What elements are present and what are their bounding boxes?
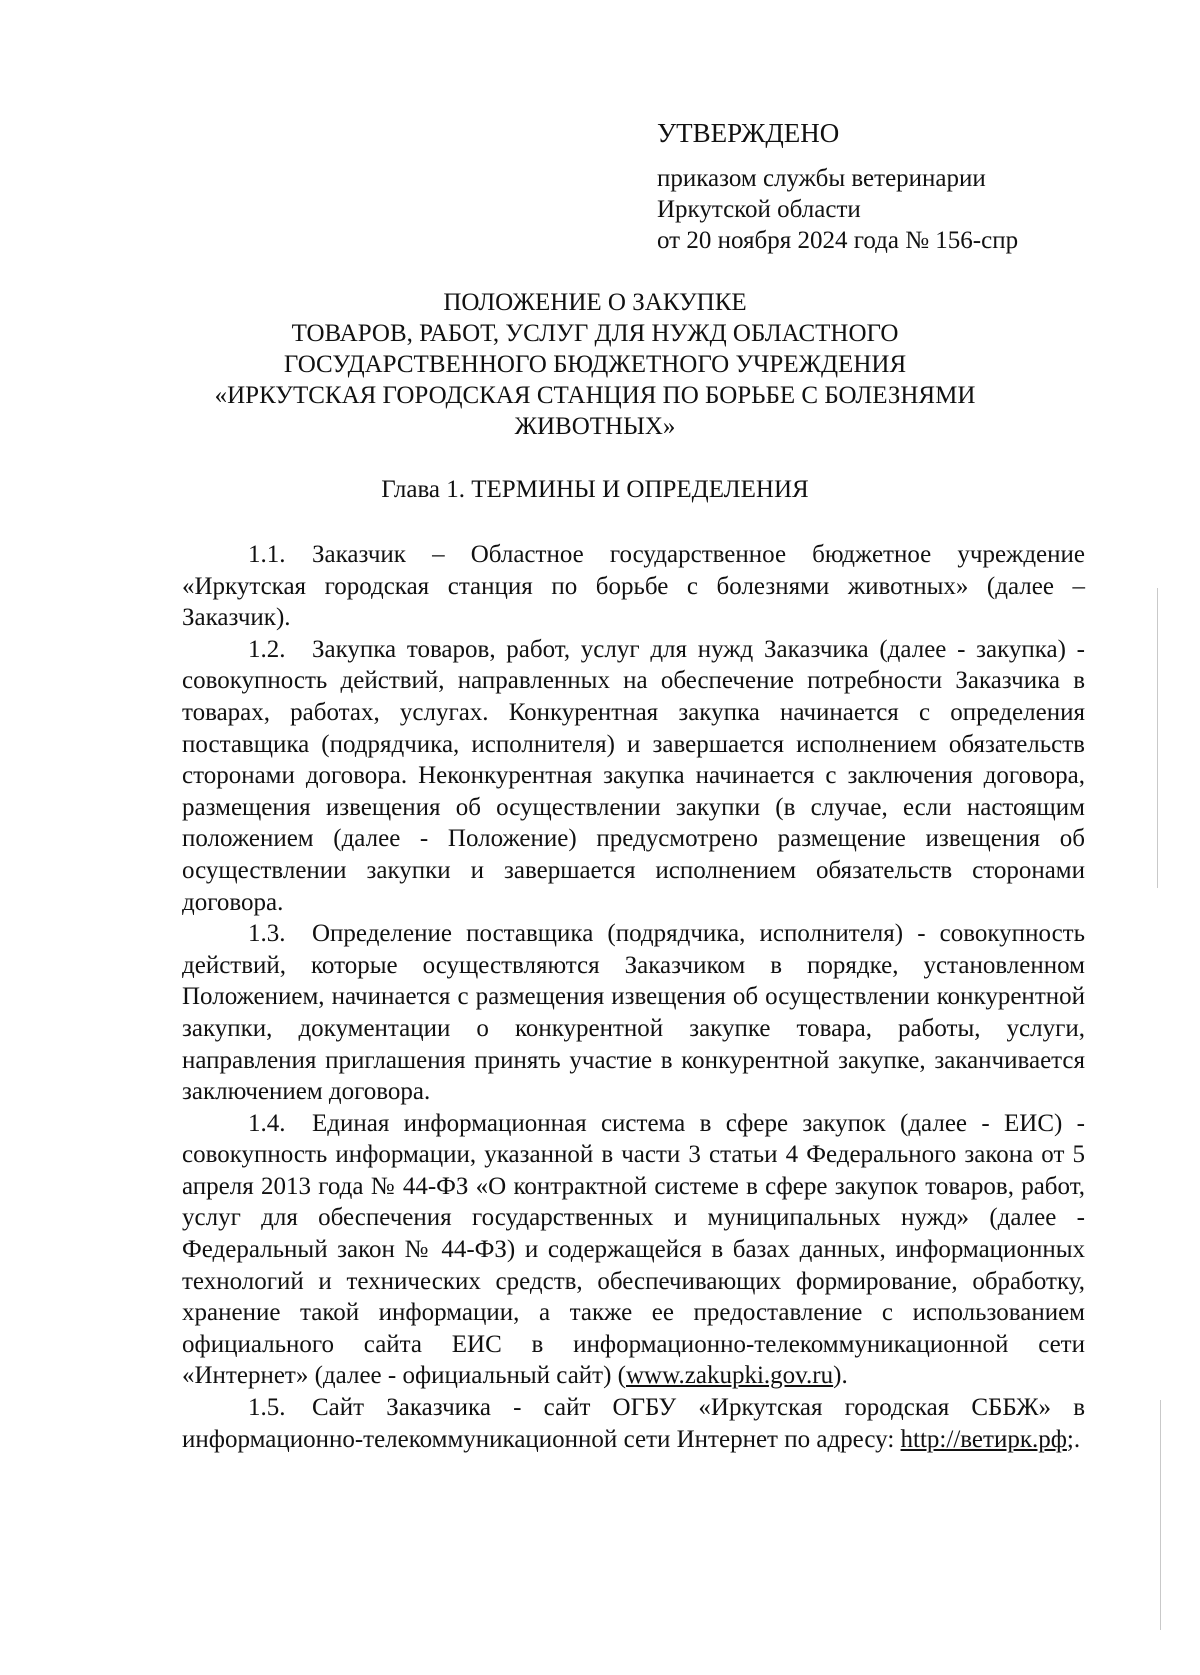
section-text-tail: ). [833,1362,848,1390]
scan-artifact [1160,1400,1161,1630]
section-number: 1.3. [248,920,286,948]
title-line: «ИРКУТСКАЯ ГОРОДСКАЯ СТАНЦИЯ ПО БОРЬБЕ С БОЛЕЗНЯМИ [214,382,976,409]
section-text: Заказчик – Областное государственное бюджетное учреждение «Иркутская городская станция по борьбе с болезнями животных» (далее – Заказчик). [182,541,1085,632]
title-line: ПОЛОЖЕНИЕ О ЗАКУПКЕ [443,289,747,316]
section-1-2 [182,634,1085,918]
approval-line: приказом службы ветеринарии [657,165,986,192]
section-number: 1.5. [248,1394,286,1422]
approval-line: от 20 ноября 2024 года № 156-спр [657,227,1019,254]
section-number: 1.4. [248,1109,286,1137]
scan-artifact [1157,588,1158,888]
approval-block [657,118,1137,256]
section-text: Единая информационная система в сфере закупок (далее - ЕИС) - совокупность информации, указанной в части 3 статьи 4 Федерального закона от 5 апреля 2013 года № 44-ФЗ «О контрактной системе в сфере закупок товаров, работ, услуг для обеспечения государственных и муниципальных нужд» (далее - Федеральный закон № 44-ФЗ) и содержащейся в базах данных, информационных технологий и технических средств, обеспечивающих формирование, обработку, хранение такой информации, а также ее предоставление с использованием официального сайта ЕИС в информационно-телекоммуникационной сети «Интернет» (далее - официальный сайт) ( [182,1109,1085,1390]
approval-line: Иркутской области [657,196,861,223]
section-1-5 [182,1392,1085,1455]
section-text: Сайт Заказчика - сайт ОГБУ «Иркутская городская СББЖ» в информационно-телекоммуникационной сети Интернет по адресу: [182,1394,1085,1453]
section-1-3 [182,918,1085,1108]
document-title [140,287,1050,442]
section-text-tail: ;. [1066,1425,1081,1453]
document-body [182,539,1085,1455]
section-1-1 [182,539,1085,634]
title-line: ТОВАРОВ, РАБОТ, УСЛУГ ДЛЯ НУЖД ОБЛАСТНОГО [291,320,899,347]
customer-site-link[interactable]: http://ветирк.рф [900,1425,1067,1453]
section-number: 1.2. [248,635,286,663]
section-text: Определение поставщика (подрядчика, исполнителя) - совокупность действий, которые осуществляются Заказчиком в порядке, установленном Положением, начинается с размещения извещения об осуществлении конкурентной закупки, документации о конкурентной закупке товара, работы, услуги, направления приглашения принять участие в конкурентной закупке, заканчивается заключением договора. [182,920,1085,1106]
title-line: ГОСУДАРСТВЕННОГО БЮДЖЕТНОГО УЧРЕЖДЕНИЯ [283,351,907,378]
chapter-heading: Глава 1. ТЕРМИНЫ И ОПРЕДЕЛЕНИЯ [381,476,809,503]
section-text: Закупка товаров, работ, услуг для нужд Заказчика (далее - закупка) - совокупность действий, направленных на обеспечение потребности Заказчика в товарах, работах, услугах. Конкурентная закупка начинается с определения поставщика (подрядчика, исполнителя) и завершается исполнением обязательств сторонами договора. Неконкурентная закупка начинается с заключения договора, размещения извещения об осуществлении закупки (в случае, если настоящим положением (далее - Положение) предусмотрено размещение извещения об осуществлении закупки и завершается исполнением обязательств сторонами договора. [182,635,1085,916]
section-number: 1.1. [248,541,286,568]
title-line: ЖИВОТНЫХ» [514,413,676,440]
approval-title: УТВЕРЖДЕНО [657,118,840,148]
zakupki-link[interactable]: www.zakupki.gov.ru [626,1362,834,1390]
section-1-4 [182,1108,1085,1392]
